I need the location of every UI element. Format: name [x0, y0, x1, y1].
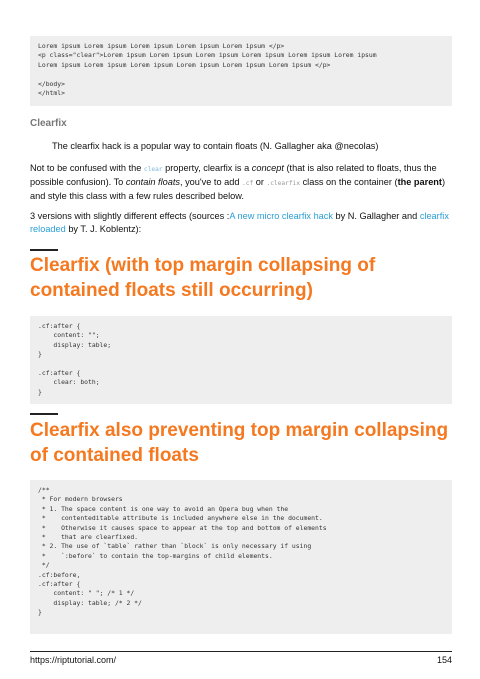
- text-segment: ) and style this class with a few rules described below.: [30, 177, 446, 201]
- heading-clearfix-prevent-collapse: Clearfix also preventing top margin collapsing of contained floats: [30, 420, 449, 466]
- strong-the-parent: the parent: [397, 177, 442, 187]
- inline-code-clearfix: .clearfix: [266, 180, 301, 187]
- link-clearfix-reloaded[interactable]: clearfix reloaded: [30, 211, 449, 234]
- text-segment: class on the container (: [300, 177, 398, 187]
- footer-divider: [30, 651, 452, 652]
- emphasis-concept: concept: [251, 163, 284, 173]
- heading-rule: [30, 249, 58, 251]
- intro-paragraph: The clearfix hack is a popular way to contain floats (N. Gallagher aka @necolas): [52, 141, 379, 151]
- heading-clearfix-top-margin: Clearfix (with top margin collapsing of contained floats still occurring): [30, 255, 376, 301]
- text-segment: by N. Gallagher and: [332, 211, 420, 221]
- code-block-clearfix-basic: .cf:after { content: ""; display: table; } .cf:after { clear: both; }: [30, 316, 452, 404]
- code-block-clearfix-modern: /** * For modern browsers * 1. The space content is one way to avoid an Opera bug when the * contenteditable attribute is included anywhere else in the document. * Otherwise it causes space to appear at the top and bottom of elements * that are clearfixed. * 2. The use of `table` rather than `block` is only necessary if using * `:before` to contain the top-margins of child elements. */ .cf:before, .cf:after { content: " "; /* 1 */ display: table; /* 2 */ }: [30, 480, 452, 634]
- footer-url: https://riptutorial.com/: [30, 655, 117, 665]
- explanation-paragraph: [30, 162, 452, 203]
- text-segment: (that is also related to floats, thus the possible confusion). To: [30, 163, 437, 187]
- text-segment: by T. J. Koblentz):: [65, 224, 142, 234]
- text-segment: property, clearfix is a: [162, 163, 252, 173]
- sources-paragraph: [30, 210, 452, 236]
- inline-code-cf: .cf: [242, 180, 254, 187]
- text-segment: 3 versions with slightly different effects (sources :: [30, 211, 230, 221]
- page-number: 154: [436, 655, 452, 665]
- inline-code-clear: clear: [143, 166, 163, 173]
- text-segment: or: [253, 177, 267, 187]
- text-segment: Not to be confused with the: [30, 163, 144, 173]
- section-heading: Clearfix: [30, 118, 67, 129]
- heading-rule: [30, 413, 58, 415]
- text-segment: , you've to add: [179, 177, 243, 187]
- emphasis-contain-floats: contain floats: [125, 177, 180, 187]
- link-micro-clearfix-hack[interactable]: A new micro clearfix hack: [229, 211, 333, 221]
- code-block-html: Lorem ipsum Lorem ipsum Lorem ipsum Lorem ipsum Lorem ipsum </p> <p class="clear">Lorem ipsum Lorem ipsum Lorem ipsum Lorem ipsum Lorem ipsum Lorem ipsum Lorem ipsum Lorem ipsum Lorem ipsum Lorem ipsum Lorem ipsum Lorem ipsum </p> </body> </html>: [30, 36, 452, 106]
